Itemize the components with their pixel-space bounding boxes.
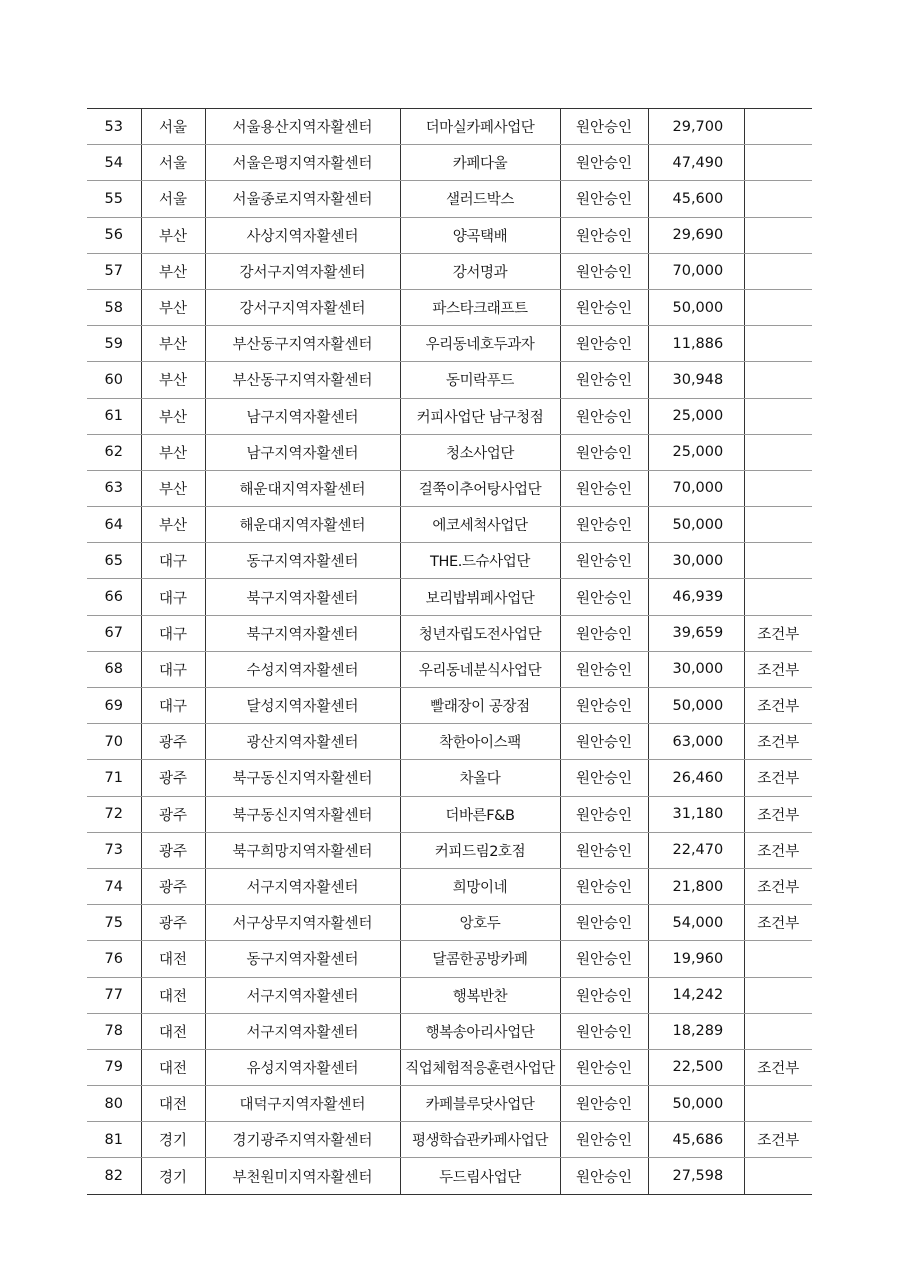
region-cell: 부산	[141, 217, 205, 253]
note-cell: 조건부	[744, 724, 812, 760]
center-name-cell: 부천원미지역자활센터	[205, 1158, 400, 1194]
table-row	[87, 651, 812, 687]
table-row	[87, 145, 812, 181]
center-name-cell: 경기광주지역자활센터	[205, 1122, 400, 1158]
amount-cell: 25,000	[648, 398, 744, 434]
table-row	[87, 977, 812, 1013]
table-row	[87, 1049, 812, 1085]
table-row	[87, 832, 812, 868]
center-name-cell: 해운대지역자활센터	[205, 507, 400, 543]
region-cell: 부산	[141, 507, 205, 543]
amount-cell: 30,000	[648, 651, 744, 687]
row-number: 55	[87, 181, 141, 217]
region-cell: 대전	[141, 1086, 205, 1122]
status-cell: 원안승인	[560, 217, 648, 253]
note-cell	[744, 579, 812, 615]
project-name-cell: 청년자립도전사업단	[400, 615, 560, 651]
center-name-cell: 서구지역자활센터	[205, 977, 400, 1013]
project-name-cell: 더바른F&B	[400, 796, 560, 832]
region-cell: 경기	[141, 1122, 205, 1158]
row-number: 78	[87, 1013, 141, 1049]
amount-cell: 14,242	[648, 977, 744, 1013]
table-row	[87, 253, 812, 289]
note-cell	[744, 289, 812, 325]
row-number: 63	[87, 470, 141, 506]
region-cell: 광주	[141, 796, 205, 832]
project-name-cell: 보리밥뷔페사업단	[400, 579, 560, 615]
amount-cell: 50,000	[648, 1086, 744, 1122]
row-number: 72	[87, 796, 141, 832]
region-cell: 광주	[141, 724, 205, 760]
center-name-cell: 달성지역자활센터	[205, 688, 400, 724]
region-cell: 광주	[141, 832, 205, 868]
region-cell: 대구	[141, 579, 205, 615]
amount-cell: 39,659	[648, 615, 744, 651]
note-cell: 조건부	[744, 1122, 812, 1158]
row-number: 67	[87, 615, 141, 651]
center-name-cell: 북구동신지역자활센터	[205, 760, 400, 796]
status-cell: 원안승인	[560, 651, 648, 687]
status-cell: 원안승인	[560, 724, 648, 760]
note-cell: 조건부	[744, 615, 812, 651]
region-cell: 서울	[141, 145, 205, 181]
approval-table	[87, 108, 812, 1195]
note-cell: 조건부	[744, 688, 812, 724]
table-row	[87, 543, 812, 579]
amount-cell: 30,948	[648, 362, 744, 398]
row-number: 77	[87, 977, 141, 1013]
table-row	[87, 1086, 812, 1122]
row-number: 81	[87, 1122, 141, 1158]
amount-cell: 26,460	[648, 760, 744, 796]
amount-cell: 50,000	[648, 688, 744, 724]
note-cell	[744, 434, 812, 470]
table-row	[87, 181, 812, 217]
project-name-cell: 앙호두	[400, 905, 560, 941]
note-cell	[744, 941, 812, 977]
status-cell: 원안승인	[560, 1086, 648, 1122]
status-cell: 원안승인	[560, 760, 648, 796]
center-name-cell: 부산동구지역자활센터	[205, 362, 400, 398]
project-name-cell: 커피드림2호점	[400, 832, 560, 868]
amount-cell: 29,690	[648, 217, 744, 253]
table-row	[87, 109, 812, 145]
project-name-cell: THE.드슈사업단	[400, 543, 560, 579]
row-number: 73	[87, 832, 141, 868]
center-name-cell: 서구지역자활센터	[205, 1013, 400, 1049]
project-name-cell: 커피사업단 남구청점	[400, 398, 560, 434]
status-cell: 원안승인	[560, 543, 648, 579]
region-cell: 부산	[141, 289, 205, 325]
amount-cell: 21,800	[648, 868, 744, 904]
status-cell: 원안승인	[560, 905, 648, 941]
table-row	[87, 688, 812, 724]
amount-cell: 70,000	[648, 470, 744, 506]
row-number: 54	[87, 145, 141, 181]
region-cell: 부산	[141, 326, 205, 362]
amount-cell: 50,000	[648, 289, 744, 325]
amount-cell: 18,289	[648, 1013, 744, 1049]
region-cell: 서울	[141, 109, 205, 145]
project-name-cell: 양곡택배	[400, 217, 560, 253]
row-number: 57	[87, 253, 141, 289]
table-row	[87, 434, 812, 470]
table-row	[87, 615, 812, 651]
center-name-cell: 남구지역자활센터	[205, 398, 400, 434]
note-cell	[744, 253, 812, 289]
project-name-cell: 차올다	[400, 760, 560, 796]
row-number: 64	[87, 507, 141, 543]
amount-cell: 45,686	[648, 1122, 744, 1158]
table-row	[87, 217, 812, 253]
status-cell: 원안승인	[560, 796, 648, 832]
center-name-cell: 서구상무지역자활센터	[205, 905, 400, 941]
row-number: 74	[87, 868, 141, 904]
table-row	[87, 905, 812, 941]
amount-cell: 50,000	[648, 507, 744, 543]
region-cell: 대구	[141, 543, 205, 579]
status-cell: 원안승인	[560, 941, 648, 977]
amount-cell: 70,000	[648, 253, 744, 289]
status-cell: 원안승인	[560, 868, 648, 904]
amount-cell: 45,600	[648, 181, 744, 217]
region-cell: 광주	[141, 868, 205, 904]
project-name-cell: 더마실카페사업단	[400, 109, 560, 145]
center-name-cell: 서울종로지역자활센터	[205, 181, 400, 217]
note-cell	[744, 470, 812, 506]
status-cell: 원안승인	[560, 832, 648, 868]
table-row	[87, 796, 812, 832]
note-cell: 조건부	[744, 760, 812, 796]
status-cell: 원안승인	[560, 398, 648, 434]
note-cell	[744, 181, 812, 217]
project-name-cell: 에코세척사업단	[400, 507, 560, 543]
project-name-cell: 우리동네분식사업단	[400, 651, 560, 687]
center-name-cell: 북구동신지역자활센터	[205, 796, 400, 832]
row-number: 62	[87, 434, 141, 470]
status-cell: 원안승인	[560, 362, 648, 398]
note-cell	[744, 977, 812, 1013]
status-cell: 원안승인	[560, 1049, 648, 1085]
note-cell	[744, 543, 812, 579]
table-row	[87, 289, 812, 325]
note-cell	[744, 145, 812, 181]
region-cell: 광주	[141, 760, 205, 796]
table-row	[87, 1122, 812, 1158]
region-cell: 대전	[141, 1013, 205, 1049]
center-name-cell: 북구지역자활센터	[205, 615, 400, 651]
row-number: 82	[87, 1158, 141, 1194]
center-name-cell: 해운대지역자활센터	[205, 470, 400, 506]
region-cell: 부산	[141, 362, 205, 398]
region-cell: 부산	[141, 434, 205, 470]
note-cell	[744, 217, 812, 253]
amount-cell: 46,939	[648, 579, 744, 615]
status-cell: 원안승인	[560, 289, 648, 325]
row-number: 68	[87, 651, 141, 687]
table-row	[87, 1158, 812, 1194]
table-row	[87, 868, 812, 904]
row-number: 58	[87, 289, 141, 325]
amount-cell: 31,180	[648, 796, 744, 832]
center-name-cell: 강서구지역자활센터	[205, 253, 400, 289]
center-name-cell: 북구지역자활센터	[205, 579, 400, 615]
center-name-cell: 유성지역자활센터	[205, 1049, 400, 1085]
row-number: 53	[87, 109, 141, 145]
project-name-cell: 샐러드박스	[400, 181, 560, 217]
note-cell: 조건부	[744, 868, 812, 904]
status-cell: 원안승인	[560, 109, 648, 145]
row-number: 61	[87, 398, 141, 434]
table-body	[87, 109, 812, 1195]
region-cell: 대구	[141, 651, 205, 687]
center-name-cell: 대덕구지역자활센터	[205, 1086, 400, 1122]
region-cell: 부산	[141, 253, 205, 289]
table-row	[87, 724, 812, 760]
region-cell: 대구	[141, 688, 205, 724]
status-cell: 원안승인	[560, 1122, 648, 1158]
project-name-cell: 우리동네호두과자	[400, 326, 560, 362]
project-name-cell: 파스타크래프트	[400, 289, 560, 325]
project-name-cell: 행복송아리사업단	[400, 1013, 560, 1049]
project-name-cell: 두드림사업단	[400, 1158, 560, 1194]
note-cell	[744, 1013, 812, 1049]
row-number: 75	[87, 905, 141, 941]
region-cell: 대구	[141, 615, 205, 651]
amount-cell: 63,000	[648, 724, 744, 760]
row-number: 80	[87, 1086, 141, 1122]
project-name-cell: 평생학습관카페사업단	[400, 1122, 560, 1158]
note-cell: 조건부	[744, 832, 812, 868]
table-row	[87, 470, 812, 506]
row-number: 71	[87, 760, 141, 796]
project-name-cell: 카페블루닷사업단	[400, 1086, 560, 1122]
note-cell	[744, 507, 812, 543]
row-number: 66	[87, 579, 141, 615]
center-name-cell: 강서구지역자활센터	[205, 289, 400, 325]
project-name-cell: 걸쭉이추어탕사업단	[400, 470, 560, 506]
region-cell: 경기	[141, 1158, 205, 1194]
project-name-cell: 카페다울	[400, 145, 560, 181]
project-name-cell: 동미락푸드	[400, 362, 560, 398]
center-name-cell: 수성지역자활센터	[205, 651, 400, 687]
center-name-cell: 동구지역자활센터	[205, 543, 400, 579]
table-row	[87, 507, 812, 543]
status-cell: 원안승인	[560, 615, 648, 651]
amount-cell: 47,490	[648, 145, 744, 181]
project-name-cell: 빨래장이 공장점	[400, 688, 560, 724]
project-name-cell: 강서명과	[400, 253, 560, 289]
note-cell	[744, 1086, 812, 1122]
row-number: 76	[87, 941, 141, 977]
note-cell	[744, 398, 812, 434]
status-cell: 원안승인	[560, 434, 648, 470]
amount-cell: 11,886	[648, 326, 744, 362]
row-number: 65	[87, 543, 141, 579]
center-name-cell: 남구지역자활센터	[205, 434, 400, 470]
amount-cell: 22,470	[648, 832, 744, 868]
table-row	[87, 760, 812, 796]
center-name-cell: 사상지역자활센터	[205, 217, 400, 253]
region-cell: 부산	[141, 470, 205, 506]
note-cell: 조건부	[744, 1049, 812, 1085]
row-number: 79	[87, 1049, 141, 1085]
note-cell	[744, 1158, 812, 1194]
region-cell: 대전	[141, 941, 205, 977]
center-name-cell: 광산지역자활센터	[205, 724, 400, 760]
amount-cell: 22,500	[648, 1049, 744, 1085]
table-row	[87, 941, 812, 977]
status-cell: 원안승인	[560, 1158, 648, 1194]
center-name-cell: 북구희망지역자활센터	[205, 832, 400, 868]
amount-cell: 30,000	[648, 543, 744, 579]
status-cell: 원안승인	[560, 688, 648, 724]
status-cell: 원안승인	[560, 977, 648, 1013]
note-cell: 조건부	[744, 796, 812, 832]
note-cell: 조건부	[744, 905, 812, 941]
region-cell: 부산	[141, 398, 205, 434]
region-cell: 서울	[141, 181, 205, 217]
project-name-cell: 희망이네	[400, 868, 560, 904]
row-number: 60	[87, 362, 141, 398]
note-cell	[744, 362, 812, 398]
project-name-cell: 달콤한공방카페	[400, 941, 560, 977]
amount-cell: 19,960	[648, 941, 744, 977]
project-name-cell: 직업체험적응훈련사업단	[400, 1049, 560, 1085]
row-number: 69	[87, 688, 141, 724]
note-cell	[744, 326, 812, 362]
amount-cell: 54,000	[648, 905, 744, 941]
center-name-cell: 서울은평지역자활센터	[205, 145, 400, 181]
project-name-cell: 행복반찬	[400, 977, 560, 1013]
status-cell: 원안승인	[560, 326, 648, 362]
project-name-cell: 착한아이스팩	[400, 724, 560, 760]
table-row	[87, 1013, 812, 1049]
status-cell: 원안승인	[560, 507, 648, 543]
status-cell: 원안승인	[560, 1013, 648, 1049]
status-cell: 원안승인	[560, 181, 648, 217]
status-cell: 원안승인	[560, 579, 648, 615]
region-cell: 광주	[141, 905, 205, 941]
center-name-cell: 부산동구지역자활센터	[205, 326, 400, 362]
table-row	[87, 326, 812, 362]
region-cell: 대전	[141, 1049, 205, 1085]
status-cell: 원안승인	[560, 470, 648, 506]
amount-cell: 25,000	[648, 434, 744, 470]
table-row	[87, 579, 812, 615]
row-number: 59	[87, 326, 141, 362]
amount-cell: 29,700	[648, 109, 744, 145]
region-cell: 대전	[141, 977, 205, 1013]
row-number: 70	[87, 724, 141, 760]
note-cell: 조건부	[744, 651, 812, 687]
table-row	[87, 362, 812, 398]
table-row	[87, 398, 812, 434]
center-name-cell: 서울용산지역자활센터	[205, 109, 400, 145]
row-number: 56	[87, 217, 141, 253]
status-cell: 원안승인	[560, 253, 648, 289]
center-name-cell: 서구지역자활센터	[205, 868, 400, 904]
note-cell	[744, 109, 812, 145]
status-cell: 원안승인	[560, 145, 648, 181]
project-name-cell: 청소사업단	[400, 434, 560, 470]
center-name-cell: 동구지역자활센터	[205, 941, 400, 977]
amount-cell: 27,598	[648, 1158, 744, 1194]
